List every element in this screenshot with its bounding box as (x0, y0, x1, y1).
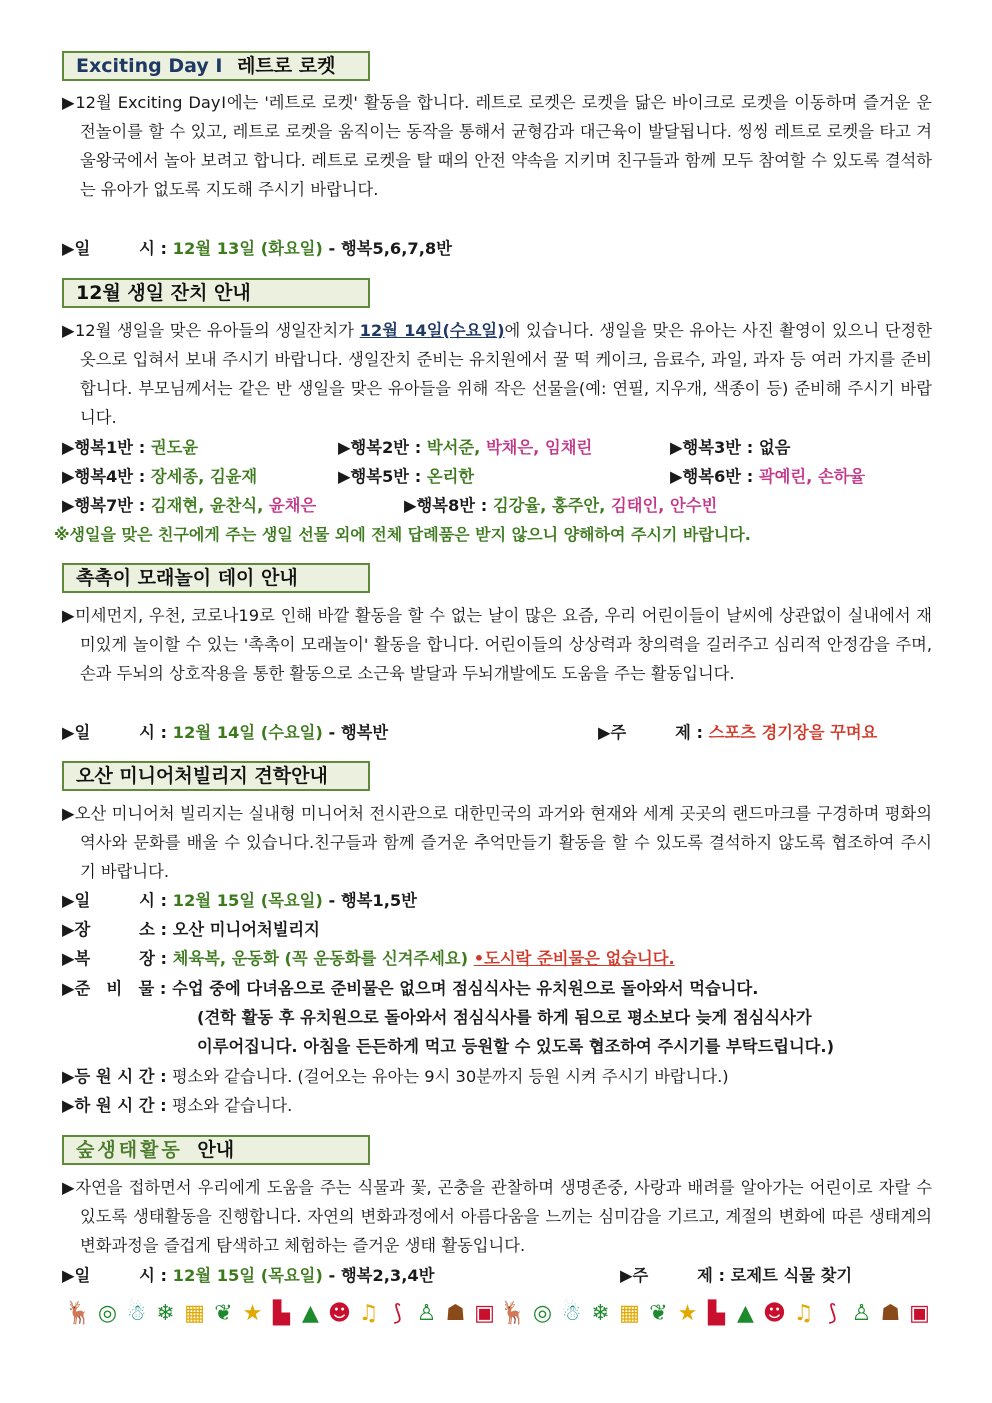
holly-icon: ❦ (214, 1301, 233, 1326)
section-title-text: 촉촉이 모래놀이 데이 안내 (76, 567, 298, 589)
stocking-icon: ▙ (273, 1301, 290, 1326)
snowflake-icon: ❄ (156, 1301, 175, 1326)
date-label: ▶일 시 : (62, 891, 167, 910)
birthday-description (62, 316, 932, 432)
section-title-birthday (62, 278, 370, 308)
class8-label: ▶행복8반 : (404, 496, 488, 515)
exciting-day-date-row (62, 234, 942, 263)
snowman-icon: ☃ (126, 1301, 147, 1326)
section-title-ko: 레트로 로켓 (237, 55, 336, 77)
bells-icon: ♫ (793, 1301, 814, 1326)
birthday-note: ※생일을 맞은 친구에게 주는 생일 선물 외에 전체 답례품은 받지 않으니 양해하여 주시기 바랍니다. (54, 525, 751, 544)
class8 (404, 491, 717, 520)
christmas-decoration-border (64, 1297, 934, 1331)
exciting-day-body: ▶12월 Exciting DayⅠ에는 '레트로 로켓' 활동을 합니다. 레트로 로켓은 로켓을 닮은 바이크로 로켓을 이동하며 즐거운 운전놀이를 할 수 있고, 레트로 로켓을 움직이는 동작을 통해서 균형감과 대근육이 발달됩니다. 씽씽 레트로 로켓을 타고 겨울왕국에서 놀아 보려고 합니다. 레트로 로켓을 탈 때의 안전 약속을 지키며 친구들과 함께 모두 참여할 수 있도록 결석하는 유아가 없도록 지도해 주시기 바랍니다. (62, 93, 932, 199)
class6-name-1: 곽예린, (758, 467, 813, 486)
date-classes: - 행복5,6,7,8반 (328, 239, 452, 258)
theme-value: 스포츠 경기장을 꾸며요 (708, 723, 878, 742)
birthday-body-pre: ▶12월 생일을 맞은 유아들의 생일잔치가 (62, 321, 360, 340)
section-title-main: 숲생태활동 (76, 1139, 183, 1161)
leave-label: ▶하 원 시 간 : (62, 1096, 167, 1115)
tree-icon: ▲ (302, 1301, 319, 1326)
class8-name-1: 김강율, (492, 496, 547, 515)
arrive-value: 평소와 같습니다. (걸어오는 유아는 9시 30분까지 등원 시켜 주시기 바랍니다.) (171, 1067, 729, 1086)
class1-label: ▶행복1반 : (62, 438, 146, 457)
gift-icon: ▣ (474, 1301, 495, 1326)
section-title-text: 오산 미니어처빌리지 견학안내 (76, 765, 328, 787)
class4-label: ▶행복4반 : (62, 467, 146, 486)
prep-line-3: 이루어집니다. 아침을 든든하게 먹고 등원할 수 있도록 협조하여 주시기를 부탁드립니다.) (197, 1037, 835, 1056)
exciting-day-description (62, 88, 932, 204)
theme-label: ▶주 제 : (598, 723, 703, 742)
class5-name-1: 온리한 (426, 467, 475, 486)
field-trip-leave-row (62, 1091, 942, 1120)
birthday-row-3 (62, 491, 942, 520)
angel-icon: ♙ (851, 1301, 872, 1326)
gift-icon: ▣ (909, 1301, 930, 1326)
dress-note: •도시락 준비물은 없습니다. (473, 949, 675, 968)
date-label: ▶일 시 : (62, 239, 167, 258)
sandplay-date (62, 718, 388, 747)
class2-name-1: 박서준, (426, 438, 481, 457)
sandplay-theme (598, 718, 877, 747)
class8-name-2: 홍주안, (551, 496, 606, 515)
class2 (338, 433, 592, 462)
wreath-icon: ◎ (97, 1301, 118, 1326)
reindeer-icon: 🦌 (499, 1301, 528, 1326)
forest-info-row (62, 1261, 942, 1290)
birthday-date: 12월 14일(수요일) (359, 321, 505, 340)
date-label: ▶일 시 : (62, 723, 167, 742)
santa-icon: ☻ (328, 1301, 351, 1326)
class6-name-2: 손하율 (817, 467, 866, 486)
reindeer-icon: 🦌 (64, 1301, 93, 1326)
date-classes: - 행복2,3,4반 (328, 1266, 435, 1285)
candy-cane-icon: ⟆ (828, 1301, 837, 1326)
date-label: ▶일 시 : (62, 1266, 167, 1285)
section-title-exciting-day (62, 51, 370, 81)
field-trip-dress-row (62, 944, 942, 973)
class3-label: ▶행복3반 : (670, 438, 754, 457)
prep-label: ▶준 비 물 : (62, 979, 167, 998)
star-icon: ★ (242, 1301, 263, 1326)
class7-label: ▶행복7반 : (62, 496, 146, 515)
forest-body: ▶자연을 접하면서 우리에게 도움을 주는 식물과 꽃, 곤충을 관찰하며 생명존중, 사랑과 배려를 알아가는 어린이로 자랄 수 있도록 생태활동을 진행합니다. 자연의 변화과정에서 아름다움을 느끼는 심미감을 기르고, 계절의 변화에 따른 생태계의 변화과정을 즐겁게 탐색하고 체험하는 즐거운 생태 활동입니다. (62, 1178, 932, 1255)
stocking-icon: ▙ (708, 1301, 725, 1326)
date-value: 12월 14일 (수요일) (172, 723, 323, 742)
birthday-body-post: 에 있습니다. 생일을 맞은 유아는 사진 촬영이 있으니 단정한 옷으로 입혀서 보내 주시기 바랍니다. 생일잔치 준비는 유치원에서 꿀 떡 케이크, 음료수, 과일, 과자 등 여러 가지를 준비합니다. 부모님께서는 같은 반 생일을 맞은 유아들을 위해 작은 선물을(예: 연필, 지우개, 색종이 등) 준비해 주시기 바랍니다. (80, 321, 932, 427)
gingerbread-icon: ☗ (880, 1301, 901, 1326)
class4 (62, 462, 257, 491)
leave-value: 평소와 같습니다. (171, 1096, 293, 1115)
class8-name-4: 안수빈 (670, 496, 718, 515)
snowman-icon: ☃ (561, 1301, 582, 1326)
holly-icon: ❦ (649, 1301, 668, 1326)
class7-name-3: 윤채은 (268, 496, 317, 515)
class6-label: ▶행복6반 : (670, 467, 754, 486)
class2-name-2: 박채은, (485, 438, 540, 457)
place-value: 오산 미니어처빌리지 (172, 920, 320, 939)
section-title-text: 12월 생일 잔치 안내 (76, 282, 251, 304)
class6 (670, 462, 865, 491)
candy-cane-icon: ⟆ (393, 1301, 402, 1326)
prep-line-1: 수업 중에 다녀옴으로 준비물은 없으며 점심식사는 유치원으로 돌아와서 먹습니다. (172, 979, 759, 998)
tree-icon: ▲ (737, 1301, 754, 1326)
class8-name-3: 김태인, (610, 496, 665, 515)
section-title-sandplay (62, 563, 370, 593)
section-title-field-trip (62, 761, 370, 791)
gingerbread-icon: ☗ (445, 1301, 466, 1326)
forest-description (62, 1173, 932, 1260)
dress-label: ▶복 장 : (62, 949, 167, 968)
santa-icon: ☻ (763, 1301, 786, 1326)
class3 (670, 433, 790, 462)
class5-label: ▶행복5반 : (338, 467, 422, 486)
date-value: 12월 15일 (목요일) (172, 891, 323, 910)
bells-icon: ♫ (358, 1301, 379, 1326)
class4-name-2: 김윤재 (209, 467, 258, 486)
class7-name-1: 김재현, (150, 496, 205, 515)
section-title-en: Exciting Day Ⅰ (76, 55, 223, 77)
class2-name-3: 임채린 (544, 438, 593, 457)
arrive-label: ▶등 원 시 간 : (62, 1067, 167, 1086)
class3-name-1: 없음 (758, 438, 791, 457)
snowflake-icon: ❄ (591, 1301, 610, 1326)
gift-stack-icon: ▦ (619, 1301, 640, 1326)
section-title-forest (62, 1135, 370, 1165)
theme-label: ▶주 제 : (620, 1266, 725, 1285)
angel-icon: ♙ (416, 1301, 437, 1326)
birthday-row-2 (62, 462, 942, 491)
class1 (62, 433, 198, 462)
star-icon: ★ (677, 1301, 698, 1326)
wreath-icon: ◎ (532, 1301, 553, 1326)
date-classes: - 행복1,5반 (328, 891, 417, 910)
class2-label: ▶행복2반 : (338, 438, 422, 457)
place-label: ▶장 소 : (62, 920, 167, 939)
field-trip-body: ▶오산 미니어처 빌리지는 실내형 미니어처 전시관으로 대한민국의 과거와 현재와 세계 곳곳의 랜드마크를 구경하며 평화의 역사와 문화를 배울 수 있습니다.친구들과 함께 즐거운 추억만들기 활동을 할 수 있도록 결석하지 않도록 협조하여 주시기 바랍니다. (62, 804, 932, 881)
gift-stack-icon: ▦ (184, 1301, 205, 1326)
field-trip-arrive-row (62, 1062, 942, 1091)
sandplay-description (62, 601, 932, 688)
class1-name-1: 권도윤 (150, 438, 199, 457)
field-trip-description (62, 799, 932, 886)
sandplay-body: ▶미세먼지, 우천, 코로나19로 인해 바깥 활동을 할 수 없는 날이 많은 요즘, 우리 어린이들이 날씨에 상관없이 실내에서 재미있게 놀이할 수 있는 '촉촉이 모래놀이' 활동을 합니다. 어린이들의 상상력과 창의력을 길러주고 심리적 안정감을 주며, 손과 두뇌의 상호작용을 통한 활동으로 소근육 발달과 두뇌개발에도 도움을 주는 활동입니다. (62, 606, 932, 683)
class7-name-2: 윤찬식, (209, 496, 264, 515)
dress-value: 체육복, 운동화 (꼭 운동화를 신겨주세요) (172, 949, 469, 968)
forest-date (62, 1261, 434, 1290)
class7 (62, 491, 316, 520)
theme-value: 로제트 식물 찾기 (730, 1266, 853, 1285)
field-trip-date-row (62, 886, 942, 915)
birthday-body (62, 316, 932, 432)
date-value: 12월 15일 (목요일) (172, 1266, 323, 1285)
birthday-row-1 (62, 433, 942, 462)
date-value: 12월 13일 (화요일) (172, 239, 323, 258)
section-title-suffix: 안내 (197, 1139, 235, 1161)
class5 (338, 462, 474, 491)
field-trip-prep-row (62, 974, 942, 1003)
sandplay-info-row (62, 718, 942, 747)
date-classes: - 행복반 (328, 723, 389, 742)
forest-theme (620, 1261, 852, 1290)
prep-line-2: (견학 활동 후 유치원으로 돌아와서 점심식사를 하게 됨으로 평소보다 늦게 점심식사가 (197, 1008, 812, 1027)
class4-name-1: 장세종, (150, 467, 205, 486)
field-trip-place-row (62, 915, 942, 944)
